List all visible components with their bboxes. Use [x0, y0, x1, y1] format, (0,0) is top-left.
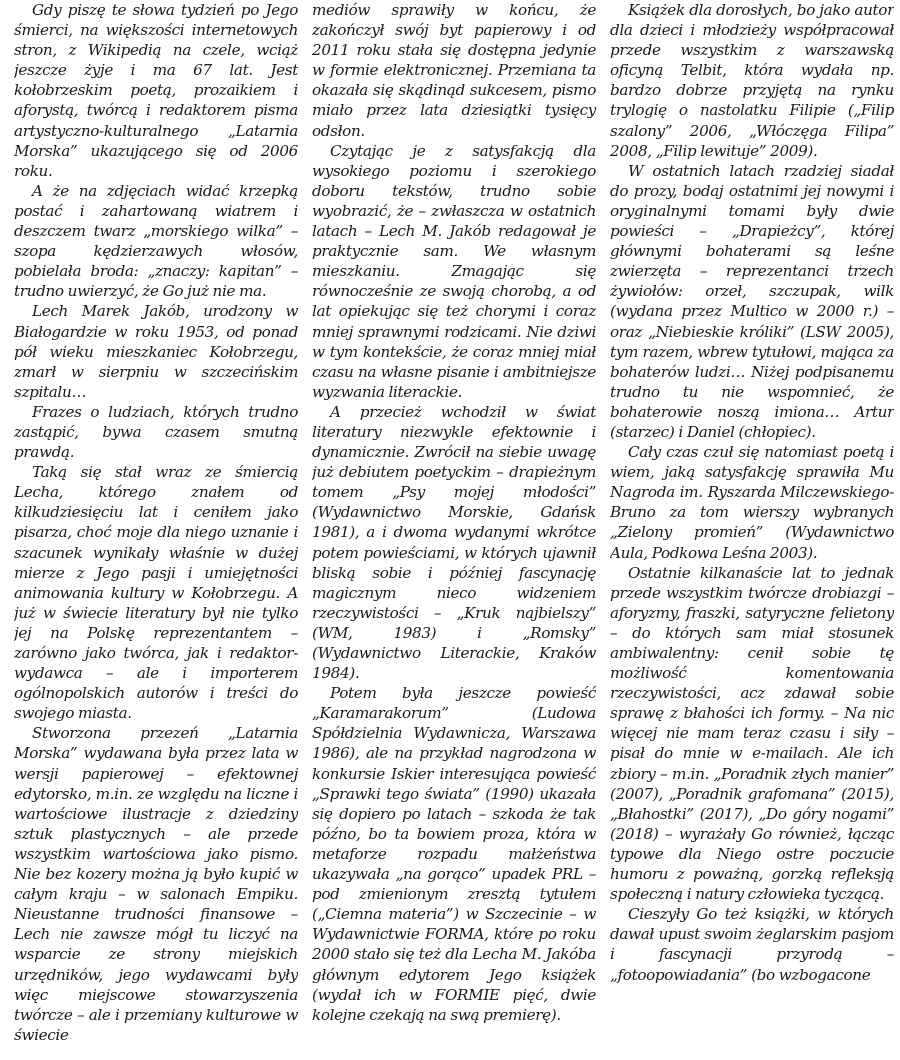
paragraph: Gdy piszę te słowa tydzień po Jego śmierci, na większości internetowych stron, z Wikipedią na czele, wciąż jeszcze żyje i ma 67 lat. Jest kołobrzeskim poetą, prozaikiem i aforystą, twórcą i redaktorem pisma artystyczno-kulturalnego „Latarnia Morska” ukazującego się od 2006 roku.: [14, 1, 298, 180]
paragraph: Książek dla dorosłych, bo jako autor dla dzieci i młodzieży współpracował przede wszystkim z warszawską oficyną Telbit, która wydała np. bardzo dobrze przyjętą na rynku trylogię o nastolatku Filipie („Filip szalony” 2006, „Włóczęga Filipa” 2008, „Filip lewituje” 2009).: [610, 1, 894, 160]
paragraph: mediów sprawiły w końcu, że zakończył swój byt papierowy i od 2011 roku stała się dostępna jedynie w formie elektronicznej. Przemiana ta okazała się skądinąd sukcesem, pismo miało przez lata dziesiątki tysięcy odsłon.: [312, 1, 596, 140]
paragraph: Ostatnie kilkanaście lat to jednak przede wszystkim twórcze drobiazgi – aforyzmy, fraszki, satyryczne felietony – do których sam miał stosunek ambiwalentny: cenił sobie tę możliwość komentowania rzeczywistości, acz zdawał sobie sprawę z błahości ich formy. – Na nic więcej nie mam teraz czasu i siły – pisał do mnie w e-mailach. Ale ich zbiory – m.in. „Poradnik złych manier” (2007), „Poradnik grafomana” (2015), „Błahostki” (2017), „Do góry nogami” (2018) – wyrażały Go również, łącząc typowe dla Niego ostre poczucie humoru z poważną, gorzką refleksją społeczną i natury człowieka tyczącą.: [610, 563, 894, 904]
paragraph: Taką się stał wraz ze śmiercią Lecha, którego znałem od kilkudziesięciu lat i ceniłem jako pisarza, choć moje dla niego uznanie i szacunek wynikały właśnie w dużej mierze z Jego pasji i umiejętności animowania kultury w Kołobrzegu. A już w świecie literatury był nie tylko jej na Polskę reprezentantem – zarówno jako twórca, jak i redaktor-wydawca – ale i importerem ogólnopolskich autorów i treści do swojego miasta.: [14, 463, 298, 723]
paragraph: Czytając je z satysfakcją dla wysokiego poziomu i szerokiego doboru tekstów, trudno sobie wyobrazić, że – zwłaszcza w ostatnich latach – Lech M. Jakób redagował je praktycznie sam. We własnym mieszkaniu. Zmagając się równocześnie ze swoją chorobą, a od lat opiekując się też chorymi i coraz mniej sprawnymi rodzicami. Nie dziwi w tym kontekście, że coraz mniej miał czasu na własne pisanie i ambitniejsze wyzwania literackie.: [312, 141, 596, 401]
paragraph: Potem była jeszcze powieść „Karamarakorum” (Ludowa Spółdzielnia Wydawnicza, Warszawa 1986), ale na przykład nagrodzona w konkursie Iskier interesująca powieść „Sprawki tego świata” (1990) ukazała się dopiero po latach – szkoda że tak późno, bo ta bowiem proza, która w metaforze rozpadu małżeństwa ukazywała „na gorąco” upadek PRL – pod zmienionym zresztą tytułem („Ciemna materia”) w Szczecinie – w Wydawnictwie FORMA, które po roku 2000 stało się też dla Lecha M. Jakóba głównym edytorem Jego książek (wydał ich w FORMIE pięć, dwie kolejne czekają na swą premierę).: [312, 684, 596, 1024]
paragraph: Cieszyły Go też książki, w których dawał upust swoim żeglarskim pasjom i fascynacji przyrodą – „fotoopowiadania” (bo wzbogacone: [610, 905, 894, 984]
paragraph: Stworzona przezeń „Latarnia Morska” wydawana była przez lata w wersji papierowej – efektownej edytorsko, m.in. ze względu na liczne i wartościowe ilustracje z dziedziny sztuk plastycznych – ale przede wszystkim wartościowa jako pismo. Nie bez kozery można ją było kupić w całym kraju – w salonach Empiku. Nieustanne trudności finansowe – Lech nie zawsze mógł tu liczyć na wsparcie ze strony miejskich urzędników, jego wydawcami były więc miejscowe stowarzyszenia twórcze – ale i przemiany kulturowe w świecie: [14, 724, 298, 1044]
paragraph: A przecież wchodził w świat literatury niezwykle efektownie i dynamicznie. Zwrócił na siebie uwagę już debiutem poetyckim – drapieżnym tomem „Psy mojej młodości” (Wydawnictwo Morskie, Gdańsk 1981), a i dwoma wydanymi wkrótce potem powieściami, w których ujawnił bliską sobie i później fascynację magicznym nieco widzeniem rzeczywistości – „Kruk najbielszy” (WM, 1983) i „Romsky” (Wydawnictwo Literackie, Kraków 1984).: [312, 402, 596, 683]
paragraph: W ostatnich latach rzadziej siadał do prozy, bodaj ostatnimi jej nowymi i oryginalnymi tomami były dwie powieści – „Drapieżcy”, której głównymi bohaterami są leśne zwierzęta – reprezentanci trzech żywiołów: orzeł, szczupak, wilk (wydana przez Multico w 2000 r.) – oraz „Niebieskie króliki” (LSW 2005), tym razem, wbrew tytułowi, mająca za bohaterów ludzi… Niżej podpisanemu trudno tu nie wspomnieć, że bohaterowie noszą imiona… Artur (starzec) i Daniel (chłopiec).: [610, 161, 894, 441]
paragraph: Lech Marek Jakób, urodzony w Białogardzie w roku 1953, od ponad pół wieku mieszkaniec Kołobrzegu, zmarł w sierpniu w szczecińskim szpitalu…: [14, 302, 298, 401]
text-column-2: [312, 0, 596, 1060]
text-column-3: [610, 0, 894, 1060]
paragraph: A że na zdjęciach widać krzepką postać i zahartowaną wiatrem i deszczem twarz „morskiego wilka” – szopa kędzierzawych włosów, pobielała broda: „znaczy: kapitan” – trudno uwierzyć, że Go już nie ma.: [14, 181, 298, 301]
paragraph: Cały czas czuł się natomiast poetą i wiem, jaką satysfakcję sprawiła Mu Nagroda im. Ryszarda Milczewskiego-Bruno za tom wierszy wybranych „Zielony promień” (Wydawnictwo Aula, Podkowa Leśna 2003).: [610, 443, 894, 562]
paragraph: Frazes o ludziach, których trudno zastąpić, bywa czasem smutną prawdą.: [14, 402, 298, 462]
text-column-1: [14, 0, 298, 1060]
